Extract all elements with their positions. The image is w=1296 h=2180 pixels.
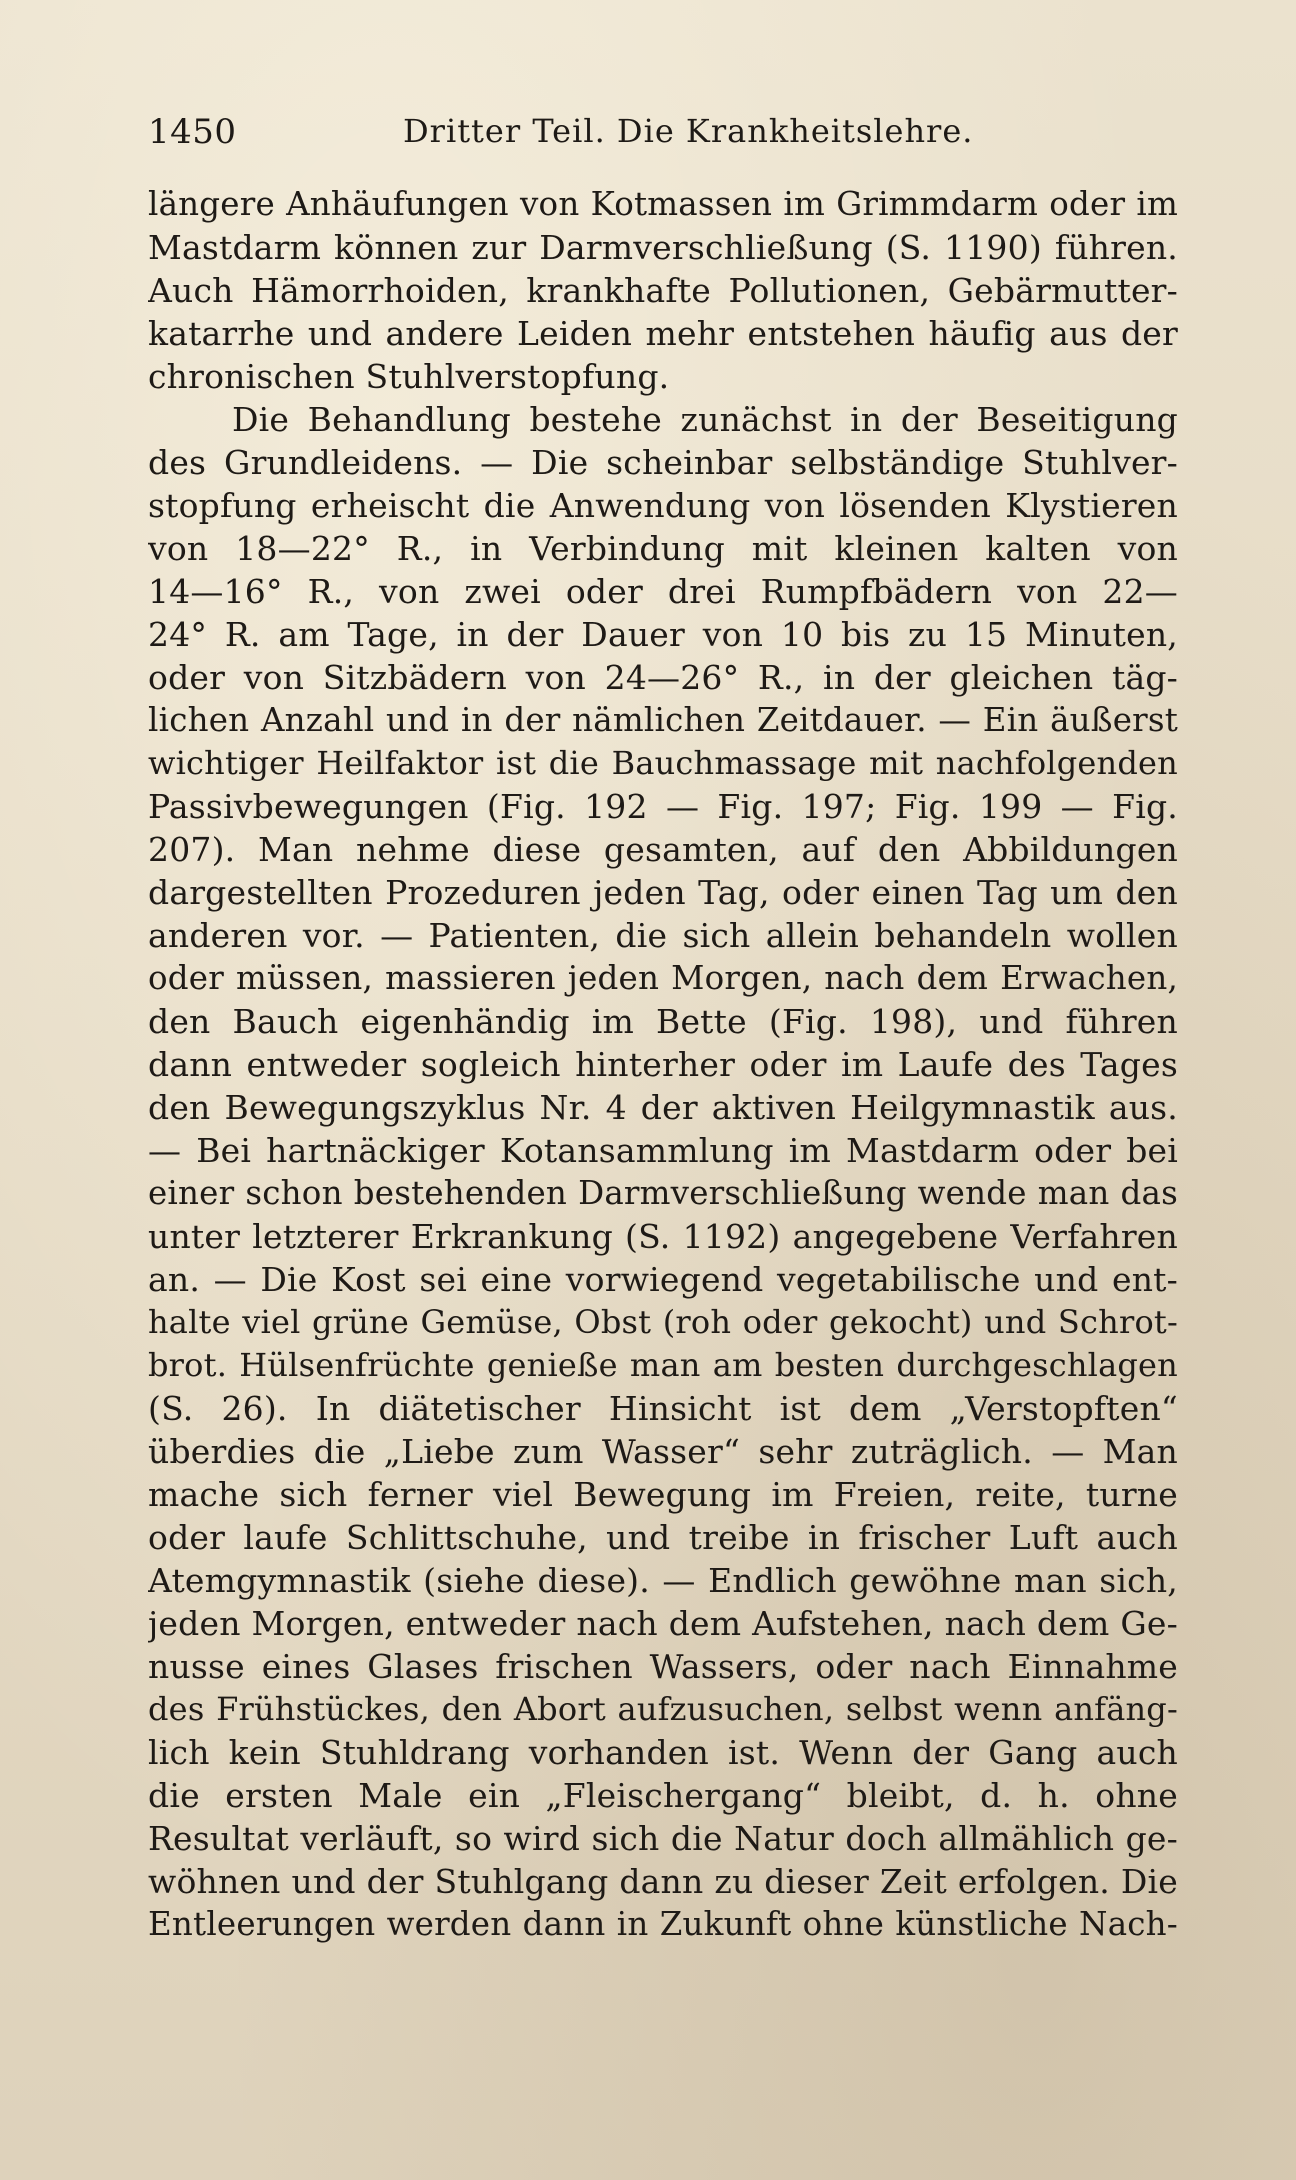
text-line: Resultat verläuft, so wird sich die Natur doch allmählich ge- xyxy=(148,1819,1178,1858)
text-line: an. — Die Kost sei eine vorwiegend vegetabilische und ent- xyxy=(148,1260,1178,1299)
text-line: des Grundleidens. — Die scheinbar selbständige Stuhlver- xyxy=(148,443,1178,482)
text-line: halte viel grüne Gemüse, Obst (roh oder gekocht) und Schrot- xyxy=(148,1303,1178,1341)
text-line: anderen vor. — Patienten, die sich allein behandeln wollen xyxy=(148,916,1178,955)
text-line: von 18—22° R., in Verbindung mit kleinen kalten von xyxy=(148,529,1178,568)
text-line: 207). Man nehme diese gesamten, auf den Abbildungen xyxy=(148,830,1178,869)
text-line: katarrhe und andere Leiden mehr entstehen häufig aus der xyxy=(148,314,1178,353)
text-line: Passivbewegungen (Fig. 192 — Fig. 197; Fig. 199 — Fig. xyxy=(148,787,1178,826)
text-line: 14—16° R., von zwei oder drei Rumpfbädern von 22— xyxy=(148,572,1178,611)
running-head: Dritter Teil. Die Krankheitslehre. xyxy=(403,112,974,150)
text-line: des Frühstückes, den Abort aufzusuchen, selbst wenn anfäng- xyxy=(148,1690,1178,1728)
text-line: den Bewegungszyklus Nr. 4 der aktiven Heilgymnastik aus. xyxy=(148,1088,1178,1127)
body-text xyxy=(148,183,1178,1946)
text-line: überdies die „Liebe zum Wasser“ sehr zuträglich. — Man xyxy=(148,1432,1178,1471)
text-line: längere Anhäufungen von Kotmassen im Grimmdarm oder im xyxy=(148,185,1178,223)
text-line: (S. 26). In diätetischer Hinsicht ist dem „Verstopften“ xyxy=(148,1389,1178,1428)
text-line: wichtiger Heilfaktor ist die Bauchmassage mit nachfolgenden xyxy=(148,744,1178,782)
text-line: unter letzterer Erkrankung (S. 1192) angegebene Verfahren xyxy=(148,1217,1178,1256)
text-line: die ersten Male ein „Fleischergang“ bleibt, d. h. ohne xyxy=(148,1776,1178,1815)
text-line: dargestellten Prozeduren jeden Tag, oder einen Tag um den xyxy=(148,873,1178,912)
text-line: Mastdarm können zur Darmverschließung (S. 1190) führen. xyxy=(148,228,1178,267)
text-line: — Bei hartnäckiger Kotansammlung im Mastdarm oder bei xyxy=(148,1131,1178,1170)
text-line: Atemgymnastik (siehe diese). — Endlich gewöhne man sich, xyxy=(148,1561,1178,1600)
text-line: stopfung erheischt die Anwendung von lösenden Klystieren xyxy=(148,486,1178,525)
text-line: Entleerungen werden dann in Zukunft ohne künstliche Nach- xyxy=(148,1905,1178,1943)
text-line: chronischen Stuhlverstopfung. xyxy=(148,357,670,396)
text-line: oder laufe Schlittschuhe, und treibe in frischer Luft auch xyxy=(148,1518,1178,1557)
text-line: oder von Sitzbädern von 24—26° R., in der gleichen täg- xyxy=(148,658,1178,697)
text-line: oder müssen, massieren jeden Morgen, nach dem Erwachen, xyxy=(148,959,1178,997)
text-line: jeden Morgen, entweder nach dem Aufstehen, nach dem Ge- xyxy=(148,1604,1178,1643)
text-line: 24° R. am Tage, in der Dauer von 10 bis zu 15 Minuten, xyxy=(148,615,1178,654)
text-line: den Bauch eigenhändig im Bette (Fig. 198), und führen xyxy=(148,1002,1178,1041)
text-line: lich kein Stuhldrang vorhanden ist. Wenn der Gang auch xyxy=(148,1733,1178,1772)
text-line: mache sich ferner viel Bewegung im Freien, reite, turne xyxy=(148,1475,1178,1514)
text-line: wöhnen und der Stuhlgang dann zu dieser Zeit erfolgen. Die xyxy=(148,1862,1178,1901)
text-line: einer schon bestehenden Darmverschließung wende man das xyxy=(148,1174,1178,1212)
text-line: lichen Anzahl und in der nämlichen Zeitdauer. — Ein äußerst xyxy=(148,701,1178,739)
text-line: Auch Hämorrhoiden, krankhafte Pollutionen, Gebärmutter- xyxy=(148,271,1178,310)
page-header xyxy=(148,112,1178,160)
text-line: Die Behandlung bestehe zunächst in der Beseitigung xyxy=(232,400,1178,439)
text-line: nusse eines Glases frischen Wassers, oder nach Einnahme xyxy=(148,1647,1178,1686)
page-number: 1450 xyxy=(148,112,237,152)
text-line: brot. Hülsenfrüchte genieße man am besten durchgeschlagen xyxy=(148,1346,1178,1384)
text-line: dann entweder sogleich hinterher oder im Laufe des Tages xyxy=(148,1045,1178,1084)
